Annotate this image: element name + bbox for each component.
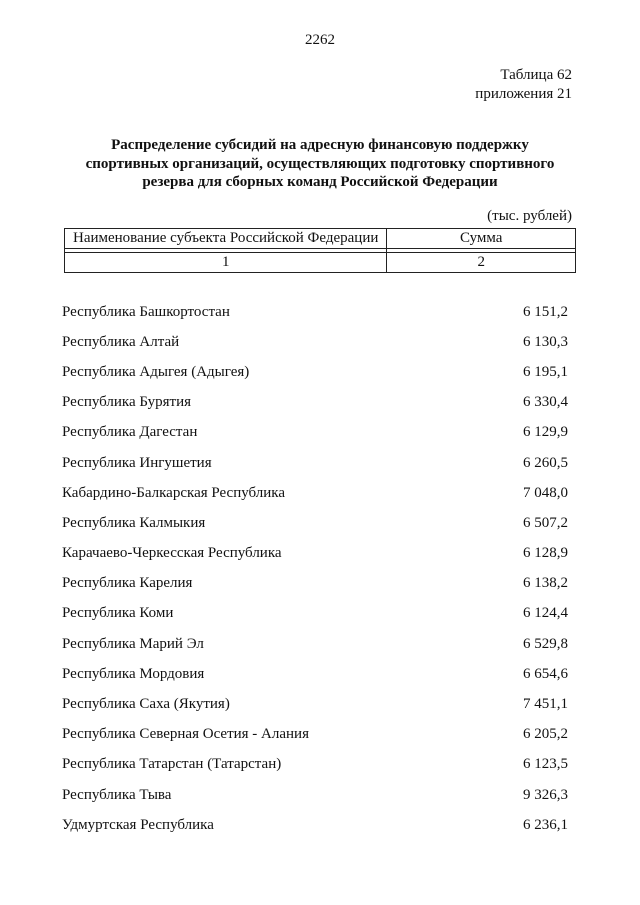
region-name: Республика Адыгея (Адыгея) (62, 363, 250, 380)
table-row (62, 659, 568, 689)
document-title (40, 136, 600, 192)
table-row (62, 357, 568, 387)
title-line: Распределение субсидий на адресную финансовую поддержку (111, 137, 529, 153)
column-header-sum: Сумма (387, 229, 576, 249)
region-amount: 6 236,1 (523, 816, 568, 833)
region-name: Республика Северная Осетия - Алания (62, 726, 309, 743)
region-amount: 9 326,3 (523, 786, 568, 803)
table-row (62, 327, 568, 357)
table-row (62, 539, 568, 569)
header-row (65, 229, 576, 249)
column-number-name: 1 (65, 253, 387, 273)
table-row (62, 750, 568, 780)
region-amount: 6 654,6 (523, 665, 568, 682)
region-amount: 6 205,2 (523, 726, 568, 743)
table-header (64, 228, 576, 273)
region-amount: 6 124,4 (523, 605, 568, 622)
column-number-row (65, 253, 576, 273)
region-amount: 6 195,1 (523, 363, 568, 380)
table-body (62, 297, 568, 840)
region-amount: 7 451,1 (523, 696, 568, 713)
region-name: Удмуртская Республика (62, 816, 214, 833)
table-row (62, 297, 568, 327)
region-name: Республика Татарстан (Татарстан) (62, 756, 282, 773)
region-name: Республика Марий Эл (62, 635, 204, 652)
region-name: Республика Ингушетия (62, 454, 212, 471)
region-amount: 6 128,9 (523, 545, 568, 562)
appendix-reference: приложения 21 (475, 86, 572, 102)
region-name: Республика Коми (62, 605, 174, 622)
column-header-name: Наименование субъекта Российской Федерации (65, 229, 387, 249)
region-amount: 6 123,5 (523, 756, 568, 773)
region-amount: 6 330,4 (523, 394, 568, 411)
table-row (62, 599, 568, 629)
page-number: 2262 (305, 32, 335, 48)
title-line: спортивных организаций, осуществляющих подготовку спортивного (85, 155, 555, 172)
units-label: (тыс. рублей) (487, 208, 572, 224)
region-name: Кабардино-Балкарская Республика (62, 484, 286, 501)
region-amount: 6 529,8 (523, 635, 568, 652)
table-row (62, 448, 568, 478)
column-number-sum: 2 (387, 253, 576, 273)
table-row (62, 418, 568, 448)
region-amount: 6 151,2 (523, 303, 568, 320)
region-name: Республика Башкортостан (62, 303, 230, 320)
table-row (62, 810, 568, 840)
region-amount: 6 130,3 (523, 333, 568, 350)
table-row (62, 478, 568, 508)
table-reference: Таблица 62 (500, 67, 572, 83)
region-name: Республика Тыва (62, 786, 172, 803)
region-name: Республика Саха (Якутия) (62, 696, 230, 713)
region-amount: 6 260,5 (523, 454, 568, 471)
region-amount: 6 138,2 (523, 575, 568, 592)
table-row (62, 689, 568, 719)
region-name: Республика Дагестан (62, 424, 198, 441)
region-name: Республика Карелия (62, 575, 193, 592)
table-row (62, 508, 568, 538)
region-name: Республика Калмыкия (62, 514, 206, 531)
region-amount: 6 129,9 (523, 424, 568, 441)
table-row (62, 569, 568, 599)
region-name: Республика Мордовия (62, 665, 205, 682)
region-name: Республика Алтай (62, 333, 180, 350)
table-row (62, 388, 568, 418)
table-row (62, 629, 568, 659)
region-name: Республика Бурятия (62, 394, 192, 411)
table-row (62, 720, 568, 750)
title-line: резерва для сборных команд Российской Федерации (142, 174, 498, 190)
table-row (62, 780, 568, 810)
region-amount: 6 507,2 (523, 514, 568, 531)
region-amount: 7 048,0 (523, 484, 568, 501)
region-name: Карачаево-Черкесская Республика (62, 545, 282, 562)
